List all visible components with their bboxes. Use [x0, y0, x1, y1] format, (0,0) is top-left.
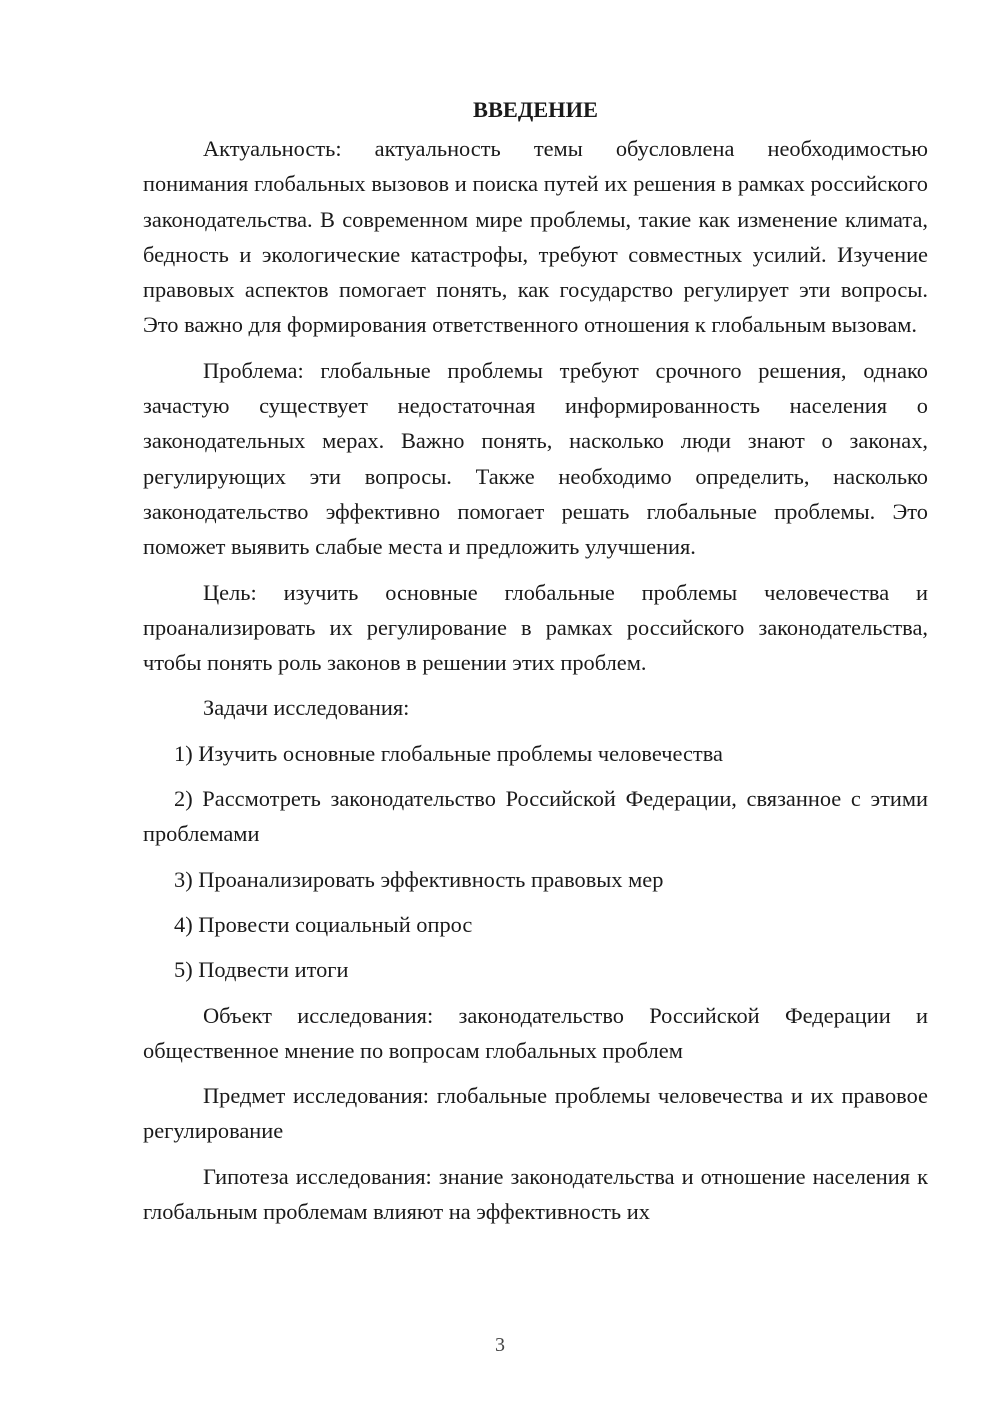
paragraph-tasks-heading: Задачи исследования:: [203, 695, 410, 721]
task-item: 3) Проанализировать эффективность правовых мер: [174, 866, 664, 892]
task-item: 2) Рассмотреть законодательство Российской Федерации, связанное с этими проблемами: [143, 786, 928, 847]
page-title: ВВЕДЕНИЕ: [473, 97, 598, 122]
task-item: 1) Изучить основные глобальные проблемы человечества: [174, 740, 723, 766]
task-item: 4) Провести социальный опрос: [174, 911, 473, 937]
paragraph-subject: Предмет исследования: глобальные проблемы человечества и их правовое регулирование: [143, 1083, 928, 1144]
task-item: 5) Подвести итоги: [174, 957, 349, 983]
page-content: [143, 92, 928, 1239]
paragraph-problem: Проблема: глобальные проблемы требуют срочного решения, однако зачастую существует недостаточная информированность населения о законодательных мерах. Важно понять, насколько люди знают о законах, регулирующих эти вопросы. Также необходимо определить, насколько законодательство эффективно помогает решать глобальные проблемы. Это поможет выявить слабые места и предложить улучшения.: [143, 357, 928, 560]
paragraph-hypothesis: Гипотеза исследования: знание законодательства и отношение населения к глобальным проблемам влияют на эффективность их: [143, 1163, 928, 1225]
page-number: 3: [495, 1334, 505, 1356]
paragraph-object: Объект исследования: законодательство Российской Федерации и общественное мнение по вопросам глобальных проблем: [143, 1002, 928, 1063]
paragraph-goal: Цель: изучить основные глобальные проблемы человечества и проанализировать их регулирование в рамках российского законодательства, чтобы понять роль законов в решении этих проблем.: [143, 579, 928, 676]
paragraph-relevance: Актуальность: актуальность темы обусловлена необходимостью понимания глобальных вызовов и поиска путей их решения в рамках российского законодательства. В современном мире проблемы, такие как изменение климата, бедность и экологические катастрофы, требуют совместных усилий. Изучение правовых аспектов помогает понять, как государство регулирует эти вопросы. Это важно для формирования ответственного отношения к глобальным вызовам.: [143, 136, 928, 338]
